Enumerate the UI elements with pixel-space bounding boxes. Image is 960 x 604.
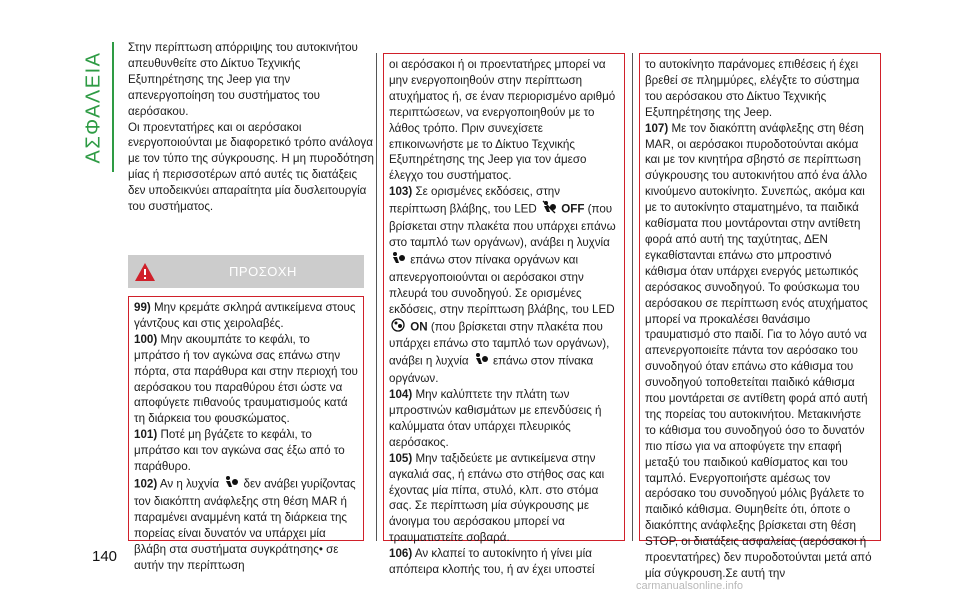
airbag-warning-icon — [224, 475, 238, 494]
paragraph: το αυτοκίνητο παράνομες επιθέσεις ή έχει βρεθεί σε πλημμύρες, ελέγξτε το σύστημα του αερόσακου στο Δίκτυο Τεχνικής Εξυπηρέτησης της Jeep. — [645, 58, 860, 119]
note-number: 104) — [389, 388, 413, 402]
note-text: Αν η λυχνία — [159, 477, 220, 491]
note-text: Μην ταξιδεύετε με αντικείμενα στην αγκαλιά σας, ή επάνω στο στήθος σας και έχοντας μία πίπα, στυλό, κλπ. στο στόμα σας. Σε περίπτωση μία σύγκρουσης με άνοιγμα του αερόσακου μπορεί να τραυματιστείτε σοβαρά. — [389, 451, 605, 545]
column-divider — [632, 53, 633, 541]
led-on-label: ON — [410, 320, 428, 334]
airbag-warning-icon — [391, 251, 405, 270]
note-number: 101) — [134, 428, 158, 442]
note-text: Αν κλαπεί το αυτοκίνητο ή γίνει μία απόπειρα κλοπής του, ή αν έχει υποστεί — [389, 547, 595, 577]
note-number: 106) — [389, 547, 413, 561]
note-number: 105) — [389, 451, 413, 465]
page-number: 140 — [92, 548, 118, 565]
watermark: carmanualsonline.info — [636, 580, 744, 592]
column-3 — [639, 53, 881, 580]
warning-box — [128, 296, 364, 572]
airbag-off-led-icon — [542, 200, 556, 219]
paragraph: Στην περίπτωση απόρριψης του αυτοκινήτου απευθυνθείτε στο Δίκτυο Τεχνικής Εξυπηρέτησης της Jeep για την απενεργοποίηση του συστήματος του αερόσακου. — [128, 41, 358, 118]
paragraph: οι αερόσακοι ή οι προεντατήρες μπορεί να μην ενεργοποιηθούν στην περίπτωση ατυχήματος ή, σε έναν περιορισμένο αριθμό περιπτώσεων, να ενεργοποιηθούν με το λάθος τρόπο. Πριν συνεχίσετε επικοινωνήστε με το Δίκτυο Τεχνικής Εξυπηρέτησης της Jeep για τον άμεσο έλεγχο του συστήματος. — [389, 58, 616, 183]
note-text: επάνω στον πίνακα οργάνων και απενεργοποιούνται οι αερόσακοι στην πλευρά του συνοδηγού. Σε ορισμένες εκδόσεις, στην περίπτωση βλάβης, του LED — [389, 253, 615, 316]
note-number: 102) — [134, 477, 158, 491]
note-text: επάνω στον πίνακα οργάνων. — [389, 354, 594, 386]
note-number: 100) — [134, 332, 158, 346]
note-text: Μην καλύπτετε την πλάτη των μπροστινών καθισμάτων με επενδύσεις ή καλύμματα όταν υπάρχει πλευρικός αερόσακος. — [389, 388, 602, 449]
warning-label: ΠΡΟΣΟΧΗ — [229, 264, 297, 279]
warning-triangle-icon — [128, 255, 162, 288]
column-1 — [128, 40, 374, 215]
paragraph: Οι προεντατήρες και οι αερόσακοι ενεργοποιούνται με διαφορετικό τρόπο ανάλογα με τον τύπο της σύγκρουσης. Η μη πυροδότηση μίας ή περισσοτέρων από αυτές τις διατάξεις δεν υποδεικνύει απαραίτητα μία δυσλειτουργία του συστήματος. — [128, 120, 375, 214]
airbag-on-led-icon — [391, 318, 405, 337]
airbag-warning-icon — [474, 352, 488, 371]
note-text: Μην κρεμάτε σκληρά αντικείμενα στους γάντζους και στις χειρολαβές. — [134, 301, 356, 330]
column-2 — [383, 53, 625, 577]
note-number: 107) — [645, 121, 669, 135]
note-text: Μην ακουμπάτε το κεφάλι, το μπράτσο ή τον αγκώνα σας επάνω στην πόρτα, στα παράθυρα και στην περιοχή του αερόσακου του παραθύρου έτσι ώστε να αποφύγετε πιθανούς τραυματισμούς κατά τη διάρκεια του φουσκώματος. — [134, 332, 358, 426]
column-divider — [376, 53, 377, 541]
section-title: ΑΣΦΑΛΕΙΑ — [82, 50, 105, 164]
note-text: (που βρίσκεται στην πλακέτα που υπάρχει επάνω στο ταμπλό των οργάνων), ανάβει η λυχνία — [389, 202, 616, 249]
note-text: Σε ορισμένες εκδόσεις, στην περίπτωση βλάβης, του LED — [389, 185, 561, 216]
note-text: δεν ανάβει γυρίζοντας τον διακόπτη ανάφλεξης στη θέση MAR ή παραμένει αναμμένη κατά τη διάρκεια της πορείας είναι δυνατόν να υπάρχει μία βλάβη στα συστήματα συγκράτησης• σε αυτήν την περίπτωση — [134, 477, 356, 572]
note-number: 103) — [389, 185, 413, 199]
note-text: (που βρίσκεται στην πλακέτα που υπάρχει επάνω στο ταμπλό των οργάνων), ανάβει η λυχνία — [389, 320, 610, 368]
section-title-rule — [112, 42, 114, 172]
note-text: Ποτέ μη βγάζετε το κεφάλι, το μπράτσο και τον αγκώνα σας έξω από το παράθυρο. — [134, 428, 345, 474]
note-number: 99) — [134, 301, 151, 314]
note-text: Με τον διακόπτη ανάφλεξης στη θέση MAR, οι αερόσακοι πυροδοτούνται ακόμα και με τον κινητήρα σβηστό σε περίπτωση σύγκρουσης του αυτοκινήτου από ένα άλλο κινούμενο αυτοκίνητο. Συνεπώς, ακόμα και με το αυτοκίνητο σταματημένο, τα παιδικά καθίσματα που μοντάρονται στην αντίθετη φορά από αυτή της ταχύτητας, ΔΕΝ εγκαθίστανται επάνω στο μπροστινό κάθισμα όταν υπάρχει ενεργός μετωπικός αερόσακος συνοδηγού. Το φούσκωμα του αερόσακου σε περίπτωση ενός ατυχήματος μπορεί να προκαλέσει θανάσιμο τραυματισμό στο παιδί. Για το λόγο αυτό να απενεργοποιείτε πάντα τον αερόσακο του συνοδηγού όταν επάνω στο κάθισμα του συνοδηγού τοποθετείται παιδικό κάθισμα που μοντάρεται σε αντίθετη φορά από αυτή της πορείας του αυτοκινήτου. Μετακινήστε το κάθισμα του συνοδηγού όσο το δυνατόν πιο πίσω για να αποφύγετε την επαφή μεταξύ του παιδικού καθίσματος και του ταμπλό. Ενεργοποιήστε αμέσως τον αερόσακο του συνοδηγού μόλις βγάλετε το παιδικό κάθισμα. Θυμηθείτε ότι, όποτε ο διακόπτης ανάφλεξης βρίσκεται στη θέση STOP, οι διατάξεις ασφαλείας (αερόσακοι ή προεντατήρες) δεν πυροδοτούνται μετά από μία σύγκρουση.Σε αυτή την — [645, 121, 872, 580]
warning-header — [128, 255, 364, 288]
led-off-label: OFF — [561, 202, 585, 216]
